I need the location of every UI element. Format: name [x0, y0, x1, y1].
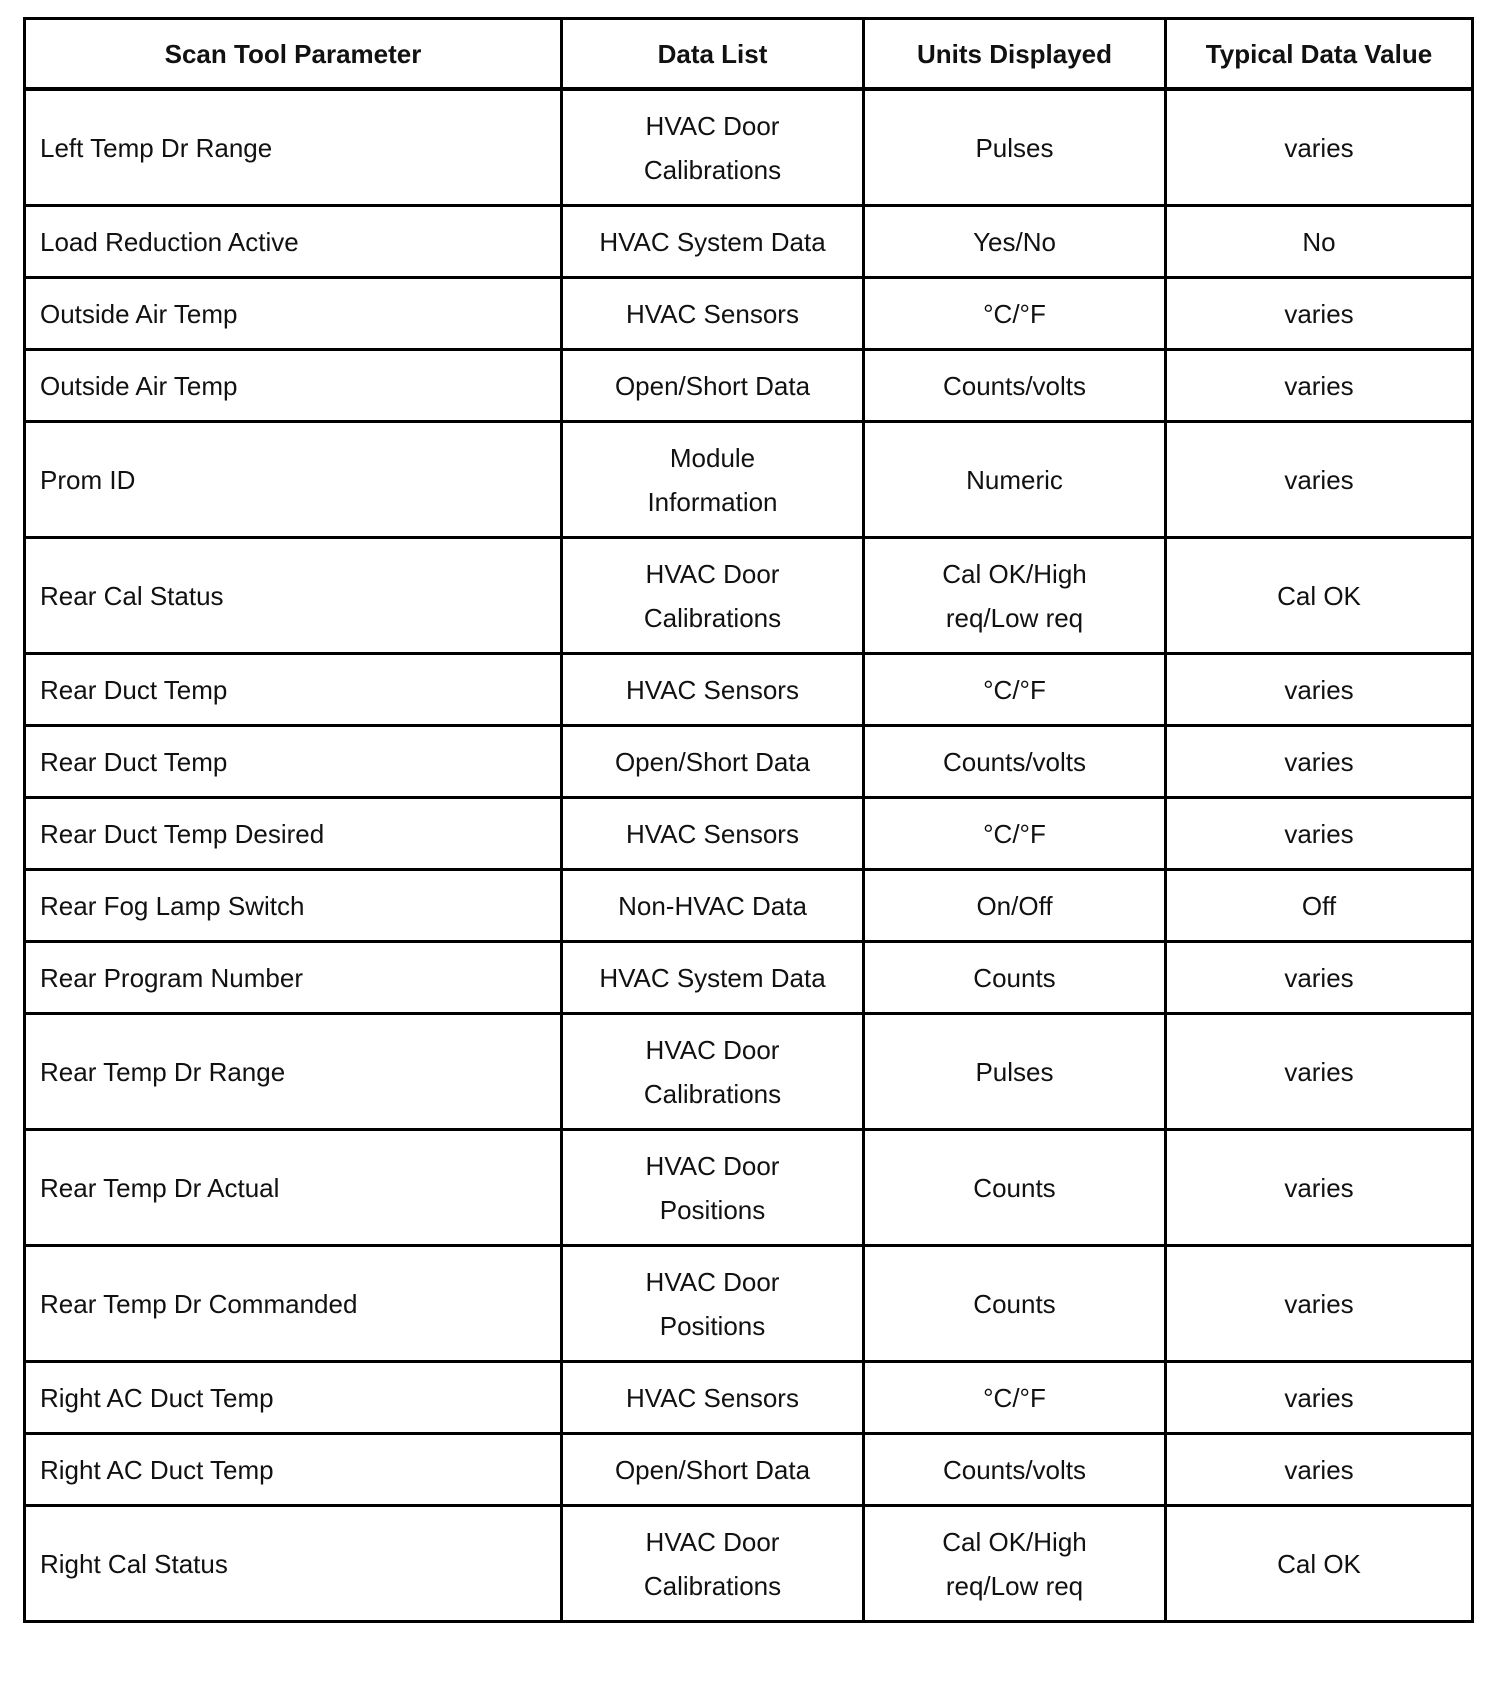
cell-data-list-text: HVAC Door Positions [645, 1266, 780, 1341]
cell-typical-value: varies [1166, 422, 1473, 538]
table-row [25, 942, 1473, 1014]
cell-data-list-text: HVAC Door Calibrations [643, 558, 782, 633]
column-header-parameter: Scan Tool Parameter [25, 19, 562, 90]
cell-units [864, 1506, 1166, 1622]
cell-units: °C/°F [864, 278, 1166, 350]
cell-units: °C/°F [864, 1362, 1166, 1434]
cell-units-text: Cal OK/High req/Low req [942, 1526, 1087, 1601]
cell-typical-value: varies [1166, 1014, 1473, 1130]
cell-units: Pulses [864, 1014, 1166, 1130]
table-row [25, 1434, 1473, 1506]
cell-parameter: Rear Fog Lamp Switch [25, 870, 562, 942]
cell-data-list [562, 1014, 864, 1130]
table-row [25, 870, 1473, 942]
cell-units: Counts [864, 1246, 1166, 1362]
table-row [25, 798, 1473, 870]
cell-units: Counts [864, 942, 1166, 1014]
cell-data-list-text: HVAC Door Calibrations [643, 1034, 782, 1109]
cell-data-list-text: HVAC Door Calibrations [643, 1526, 782, 1601]
cell-typical-value: varies [1166, 1362, 1473, 1434]
cell-data-list: Open/Short Data [562, 350, 864, 422]
cell-data-list [562, 1246, 864, 1362]
cell-units: Pulses [864, 89, 1166, 206]
cell-parameter: Rear Temp Dr Actual [25, 1130, 562, 1246]
cell-units: Counts/volts [864, 726, 1166, 798]
cell-data-list: Open/Short Data [562, 726, 864, 798]
cell-parameter: Rear Program Number [25, 942, 562, 1014]
cell-typical-value: Cal OK [1166, 538, 1473, 654]
cell-parameter: Right AC Duct Temp [25, 1434, 562, 1506]
cell-data-list-text: HVAC Door Positions [645, 1150, 780, 1225]
cell-parameter: Rear Duct Temp [25, 726, 562, 798]
cell-typical-value: No [1166, 206, 1473, 278]
column-header-data-list: Data List [562, 19, 864, 90]
cell-data-list: HVAC Sensors [562, 654, 864, 726]
cell-parameter: Right AC Duct Temp [25, 1362, 562, 1434]
cell-parameter: Outside Air Temp [25, 278, 562, 350]
cell-data-list: HVAC System Data [562, 942, 864, 1014]
cell-typical-value: varies [1166, 942, 1473, 1014]
cell-data-list [562, 1506, 864, 1622]
cell-units: °C/°F [864, 654, 1166, 726]
cell-typical-value: varies [1166, 654, 1473, 726]
cell-data-list: Open/Short Data [562, 1434, 864, 1506]
table-row [25, 350, 1473, 422]
cell-typical-value: varies [1166, 726, 1473, 798]
cell-units: Numeric [864, 422, 1166, 538]
cell-data-list [562, 1130, 864, 1246]
cell-units: Counts/volts [864, 350, 1166, 422]
cell-units: Counts/volts [864, 1434, 1166, 1506]
cell-typical-value: Cal OK [1166, 1506, 1473, 1622]
cell-data-list: HVAC Sensors [562, 278, 864, 350]
cell-typical-value: varies [1166, 1246, 1473, 1362]
cell-typical-value: Off [1166, 870, 1473, 942]
cell-data-list [562, 422, 864, 538]
table-row [25, 1362, 1473, 1434]
cell-parameter: Rear Temp Dr Range [25, 1014, 562, 1130]
column-header-typical-value: Typical Data Value [1166, 19, 1473, 90]
cell-parameter: Right Cal Status [25, 1506, 562, 1622]
cell-units: Yes/No [864, 206, 1166, 278]
cell-parameter: Load Reduction Active [25, 206, 562, 278]
table-row [25, 1506, 1473, 1622]
table-row [25, 206, 1473, 278]
cell-typical-value: varies [1166, 798, 1473, 870]
cell-parameter: Rear Duct Temp [25, 654, 562, 726]
cell-typical-value: varies [1166, 278, 1473, 350]
cell-parameter: Prom ID [25, 422, 562, 538]
cell-parameter: Outside Air Temp [25, 350, 562, 422]
cell-typical-value: varies [1166, 1434, 1473, 1506]
table-row [25, 1130, 1473, 1246]
cell-parameter: Rear Cal Status [25, 538, 562, 654]
header-row [25, 19, 1473, 90]
cell-data-list: HVAC System Data [562, 206, 864, 278]
scan-tool-parameter-table [23, 17, 1474, 1623]
cell-data-list [562, 538, 864, 654]
cell-units: Counts [864, 1130, 1166, 1246]
cell-parameter: Left Temp Dr Range [25, 89, 562, 206]
cell-data-list-text: HVAC Door Calibrations [643, 110, 782, 185]
cell-typical-value: varies [1166, 89, 1473, 206]
table-row [25, 278, 1473, 350]
cell-parameter: Rear Temp Dr Commanded [25, 1246, 562, 1362]
cell-data-list [562, 89, 864, 206]
cell-parameter: Rear Duct Temp Desired [25, 798, 562, 870]
cell-data-list: HVAC Sensors [562, 1362, 864, 1434]
cell-units [864, 538, 1166, 654]
table-row [25, 726, 1473, 798]
table-row [25, 422, 1473, 538]
cell-units-text: Cal OK/High req/Low req [942, 558, 1087, 633]
table-body [25, 89, 1473, 1622]
table-header [25, 19, 1473, 90]
table-row [25, 1246, 1473, 1362]
cell-typical-value: varies [1166, 1130, 1473, 1246]
table-row [25, 538, 1473, 654]
table-row [25, 654, 1473, 726]
document-sheet [23, 17, 1471, 1623]
cell-typical-value: varies [1166, 350, 1473, 422]
cell-data-list-text: Module Information [647, 442, 778, 517]
table-row [25, 1014, 1473, 1130]
cell-units: °C/°F [864, 798, 1166, 870]
table-row [25, 89, 1473, 206]
cell-data-list: HVAC Sensors [562, 798, 864, 870]
cell-units: On/Off [864, 870, 1166, 942]
column-header-units: Units Displayed [864, 19, 1166, 90]
cell-data-list: Non-HVAC Data [562, 870, 864, 942]
